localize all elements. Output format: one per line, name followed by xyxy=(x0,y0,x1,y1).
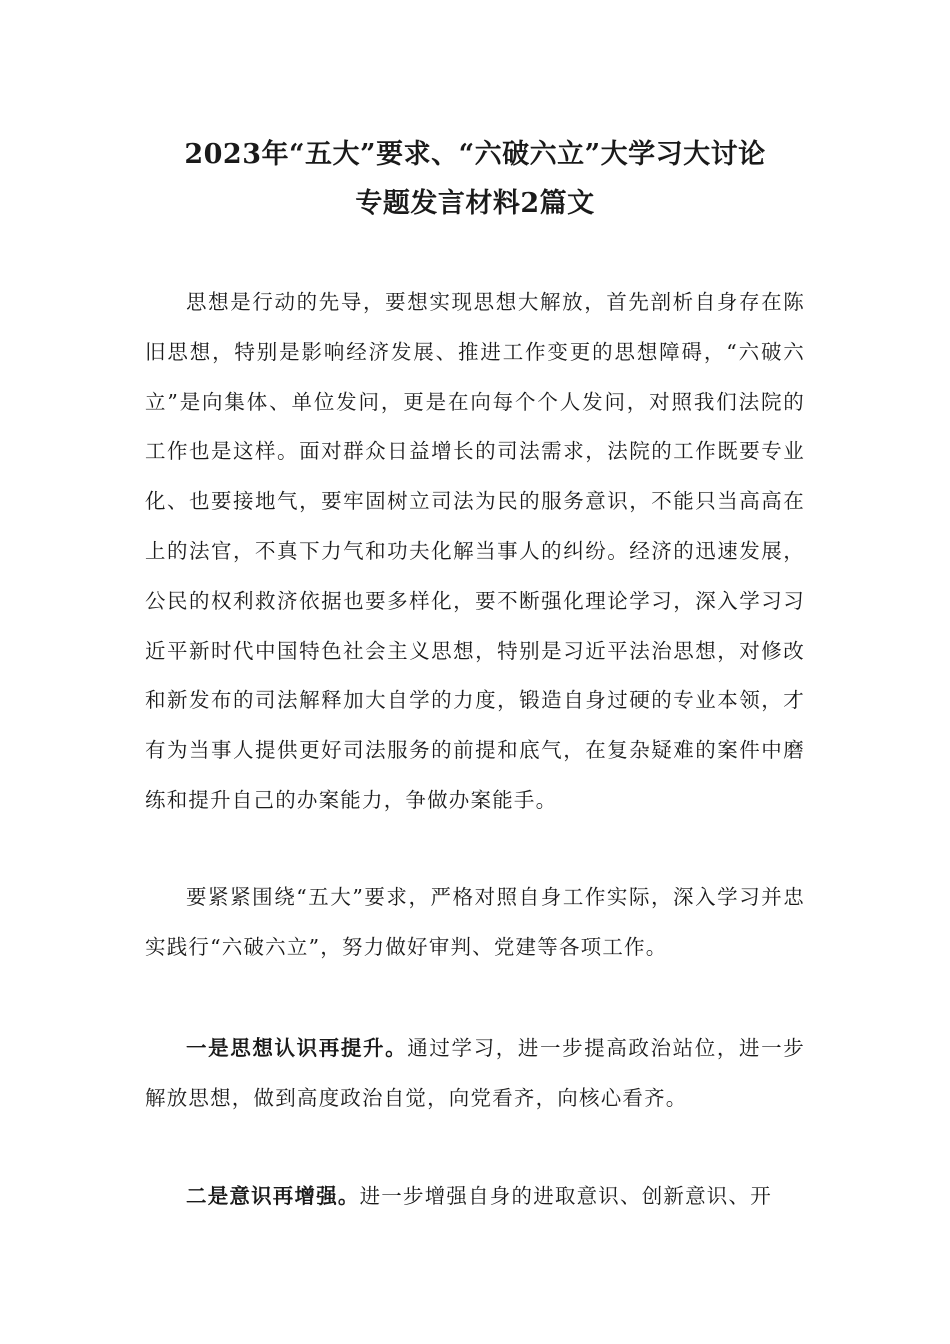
document-title-line-1: 2023年“五大”要求、“六破六立”大学习大讨论 xyxy=(184,139,766,170)
paragraph-2-text: 要紧紧围绕“五大”要求，严格对照自身工作实际，深入学习并忠实践行“六破六立”，努力做好审判、党建等各项工作。 xyxy=(145,885,805,959)
body-paragraph-2 xyxy=(145,873,805,973)
paragraph-3-lead: 一是思想认识再提升。 xyxy=(186,1036,408,1060)
paragraph-3-text: 通过学习，进一步提高政治站位，进一步解放思想，做到高度政治自觉，向党看齐，向核心看齐。 xyxy=(145,1036,805,1110)
body-paragraph-3 xyxy=(145,1024,805,1124)
paragraph-4-text: 进一步增强自身的进取意识、创新意识、开 xyxy=(359,1184,772,1208)
body-paragraph-4 xyxy=(145,1172,805,1222)
paragraph-1-text: 思想是行动的先导，要想实现思想大解放，首先剖析自身存在陈旧思想，特别是影响经济发展、推进工作变更的思想障碍，“六破六立”是向集体、单位发问，更是在向每个个人发问，对照我们法院的工作也是这样。面对群众日益增长的司法需求，法院的工作既要专业化、也要接地气，要牢固树立司法为民的服务意识，不能只当高高在上的法官，不真下力气和功夫化解当事人的纠纷。经济的迅速发展，公民的权利救济依据也要多样化，要不断强化理论学习，深入学习习近平新时代中国特色社会主义思想，特别是习近平法治思想，对修改和新发布的司法解释加大自学的力度，锻造自身过硬的专业本领，才有为当事人提供更好司法服务的前提和底气，在复杂疑难的案件中磨练和提升自己的办案能力，争做办案能手。 xyxy=(145,290,805,812)
document-title-line-2: 专题发言材料2篇文 xyxy=(355,188,595,219)
paragraph-4-lead: 二是意识再增强。 xyxy=(186,1184,360,1208)
body-paragraph-1 xyxy=(145,278,805,826)
